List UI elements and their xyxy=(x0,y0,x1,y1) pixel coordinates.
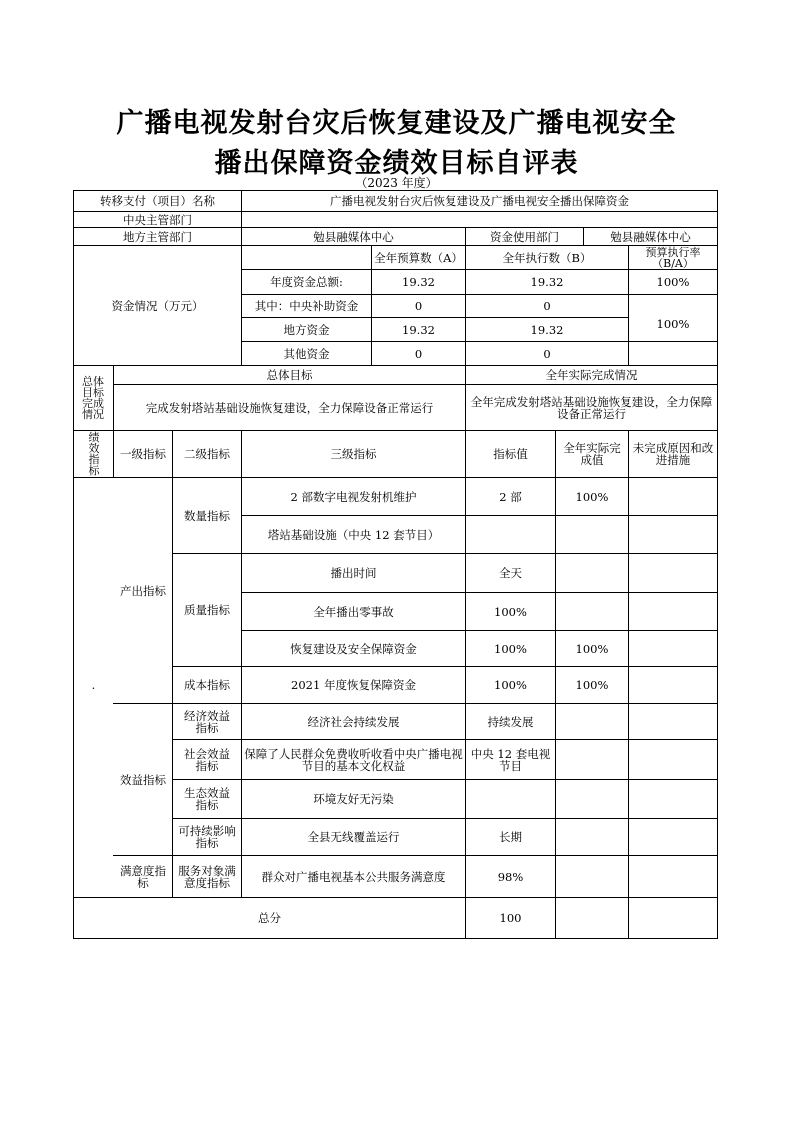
indicator-value: 2 部 xyxy=(499,489,522,504)
funds-col-rate: 预算执行率（B/A） xyxy=(645,245,701,270)
actual-value xyxy=(556,516,628,553)
indicator-value xyxy=(466,780,555,818)
actual-value xyxy=(556,819,628,855)
page-title-line1: 广播电视发射台灾后恢复建设及广播电视安全 xyxy=(116,108,677,139)
overall-section-label: 总体目标完成情况 xyxy=(82,375,104,421)
l3-indicator: 2021 年度恢复保障资金 xyxy=(291,678,416,692)
left-mark: · xyxy=(91,680,96,695)
l3-indicator: 塔站基础设施（中央 12 套节目） xyxy=(267,527,440,542)
indicator-value: 中央 12 套电视节目 xyxy=(470,746,551,773)
actual-value xyxy=(556,856,628,897)
report-year: （2023 年度） xyxy=(355,176,438,190)
funds-row-rate xyxy=(629,342,717,365)
indicator-value: 100% xyxy=(494,641,527,656)
page-title-line2: 播出保障资金绩效目标自评表 xyxy=(214,148,579,179)
local-dept-value: 勉县融媒体中心 xyxy=(313,229,394,244)
funds-row-exec: 19.32 xyxy=(530,322,564,337)
actual-value: 100% xyxy=(575,489,609,504)
actual-value xyxy=(556,704,628,739)
actual-value xyxy=(556,593,628,630)
l1-benefit: 效益指标 xyxy=(120,772,166,787)
actual-value: 100% xyxy=(575,678,609,692)
l1-satisfaction: 满意度指标 xyxy=(120,863,166,890)
user-dept-label: 资金使用部门 xyxy=(490,229,559,244)
overall-goal-text: 完成发射塔站基础设施恢复建设，全力保障设备正常运行 xyxy=(145,400,434,415)
total-value: 100 xyxy=(499,911,522,925)
l2-ecological: 生态效益指标 xyxy=(184,786,230,812)
funds-row-label: 其他资金 xyxy=(283,346,330,361)
indicator-value: 全天 xyxy=(499,566,522,580)
overall-actual-text: 全年完成发射塔站基础设施恢复建设，全力保障设备正常运行 xyxy=(470,394,713,421)
col-indicator-value: 指标值 xyxy=(493,447,528,461)
funds-row-exec: 0 xyxy=(543,299,551,313)
indicator-value: 持续发展 xyxy=(487,714,534,729)
user-dept-value: 勉县融媒体中心 xyxy=(610,229,691,244)
l3-indicator: 环境友好无污染 xyxy=(313,792,394,806)
l2-social: 社会效益指标 xyxy=(184,746,230,773)
l2-sustainable: 可持续影响指标 xyxy=(178,824,236,850)
funds-col-exec: 全年执行数（B） xyxy=(502,250,592,265)
funds-section-label: 资金情况（万元） xyxy=(111,298,204,313)
central-dept-label: 中央主管部门 xyxy=(123,212,192,227)
funds-row-budget: 19.32 xyxy=(402,275,435,289)
indicator-value: 长期 xyxy=(499,830,522,844)
funds-row-label: 其中：中央补助资金 xyxy=(254,299,359,313)
l3-indicator: 播出时间 xyxy=(330,566,377,580)
funds-col-budget: 全年预算数（A） xyxy=(374,250,463,265)
col-actual-value: 全年实际完成值 xyxy=(563,441,621,467)
funds-row-budget: 0 xyxy=(414,299,423,313)
indicator-value: 100% xyxy=(494,604,527,619)
col-level1: 一级指标 xyxy=(120,447,166,461)
funds-row-exec: 19.32 xyxy=(530,275,564,289)
funds-row-rate: 100% xyxy=(656,275,690,289)
project-name-value: 广播电视发射台灾后恢复建设及广播电视安全播出保障资金 xyxy=(330,194,629,208)
central-dept-value xyxy=(242,212,717,227)
actual-value xyxy=(556,554,628,592)
overall-goal-header: 总体目标 xyxy=(266,368,313,382)
col-level2: 二级指标 xyxy=(184,447,230,461)
l3-indicator: 群众对广播电视基本公共服务满意度 xyxy=(261,869,446,884)
l3-indicator: 全年播出零事故 xyxy=(313,604,394,619)
total-label: 总分 xyxy=(258,911,281,925)
l3-indicator: 保障了人民群众免费收听收看中央广播电视节目的基本文化权益 xyxy=(244,746,463,773)
col-reason: 未完成原因和改进措施 xyxy=(632,441,714,467)
indicators-section-label: 绩效指标 xyxy=(88,431,100,477)
funds-row-budget: 0 xyxy=(414,346,423,361)
actual-value xyxy=(556,740,628,779)
l3-indicator: 经济社会持续发展 xyxy=(307,714,400,729)
indicator-value: 98% xyxy=(497,869,524,884)
funds-row-label: 地方资金 xyxy=(283,322,330,337)
l2-service: 服务对象满意度指标 xyxy=(178,863,236,890)
project-name-label: 转移支付（项目）名称 xyxy=(100,194,215,208)
l3-indicator: 恢复建设及安全保障资金 xyxy=(290,641,417,656)
actual-value xyxy=(556,780,628,818)
funds-row-rate: 100% xyxy=(656,317,690,331)
l2-economic: 经济效益指标 xyxy=(184,708,230,735)
indicator-value: 100% xyxy=(494,678,527,692)
funds-row-budget: 19.32 xyxy=(402,322,435,337)
local-dept-label: 地方主管部门 xyxy=(123,229,192,244)
l3-indicator: 2 部数字电视发射机维护 xyxy=(290,489,417,504)
l2-quality: 质量指标 xyxy=(184,603,230,617)
l2-quantity: 数量指标 xyxy=(184,508,230,523)
l2-cost: 成本指标 xyxy=(184,678,230,692)
actual-value: 100% xyxy=(575,641,609,656)
l3-indicator: 全县无线覆盖运行 xyxy=(307,830,400,844)
indicator-value xyxy=(466,516,555,553)
col-level3: 三级指标 xyxy=(330,447,377,461)
funds-row-exec: 0 xyxy=(543,346,551,361)
l1-output: 产出指标 xyxy=(120,583,166,598)
funds-row-label: 年度资金总额: xyxy=(270,275,343,289)
overall-actual-header: 全年实际完成情况 xyxy=(545,368,638,382)
